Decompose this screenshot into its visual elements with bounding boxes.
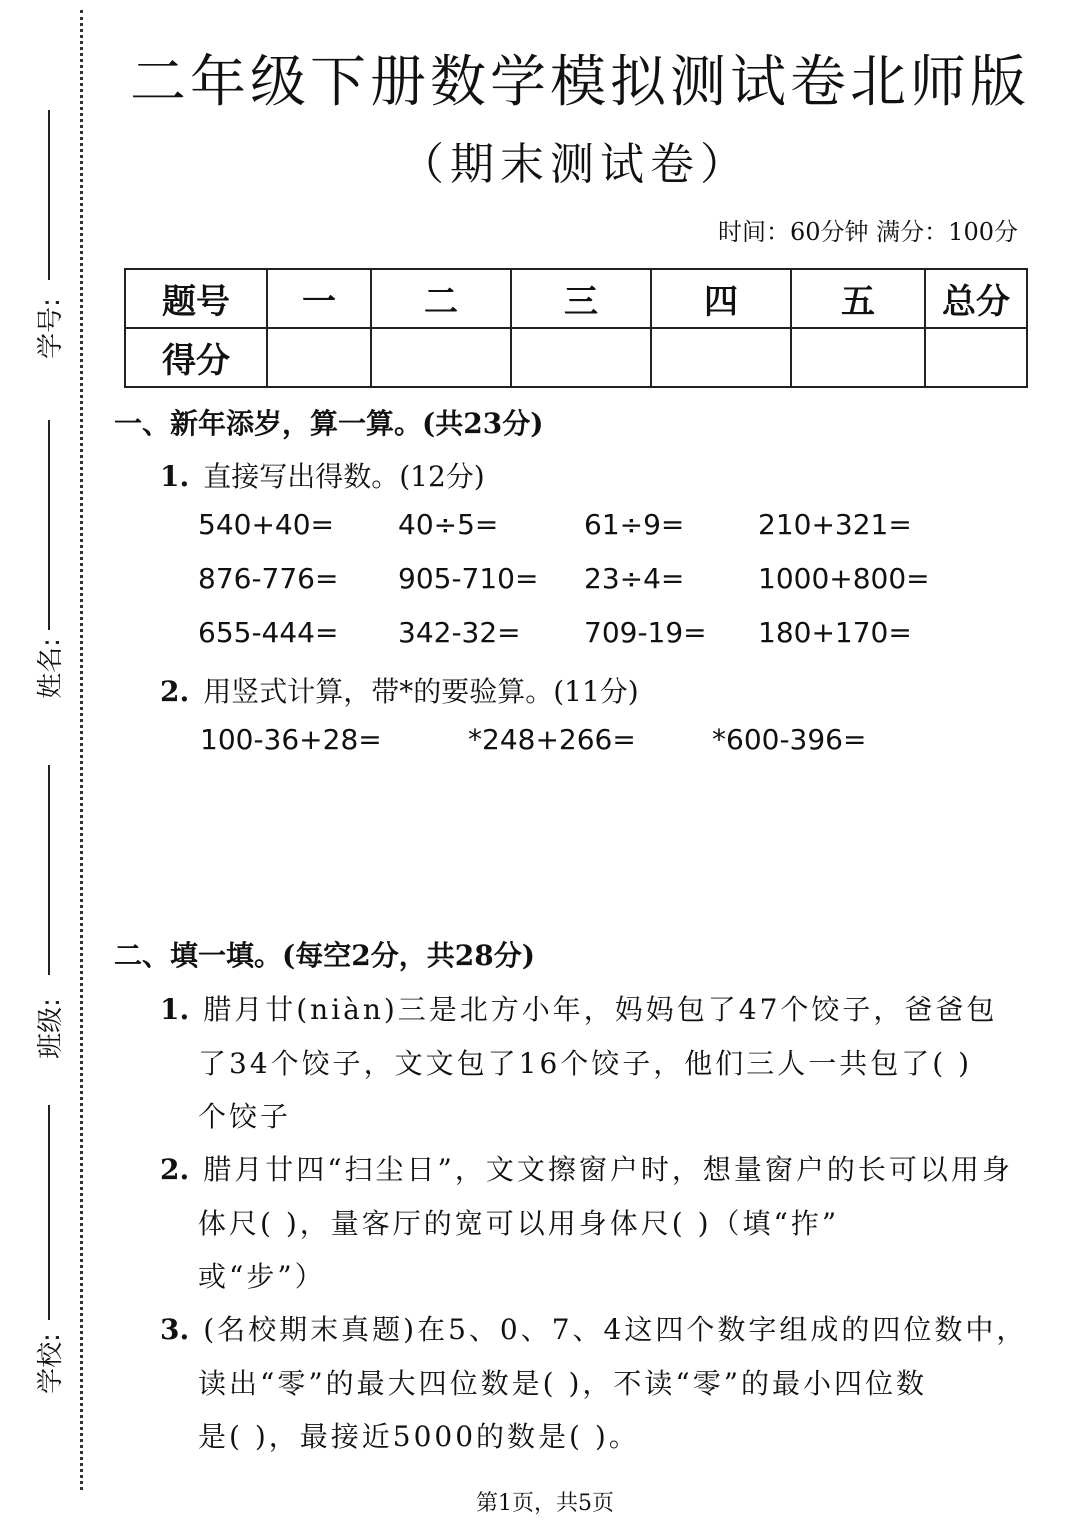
s1-q1 (160, 455, 485, 495)
name-label: 姓名: (35, 638, 66, 699)
section1-heading: 一、新年添岁，算一算。(共23分) (114, 407, 544, 440)
calc-item: 61÷9= (584, 508, 685, 541)
score-header-cell: 一 (267, 269, 371, 328)
class-label: 班级: (35, 998, 66, 1059)
student-no-label: 学号: (35, 298, 66, 359)
school-label: 学校: (35, 1333, 66, 1394)
s2-q2-line: 腊月廿四“扫尘日”，文文擦窗户时，想量窗户的长可以用身 (203, 1153, 1013, 1186)
page-footer: 第1页，共5页 (476, 1491, 614, 1516)
score-header-cell: 总分 (925, 269, 1027, 328)
calc-item: 180+170= (758, 616, 912, 649)
s2-q3-line: 是( )，最接近5000的数是( )。 (198, 1420, 640, 1453)
name-line (48, 420, 50, 630)
time-score-info: 时间：60分钟 满分：100分 (718, 218, 1018, 246)
s2-q3-number: 3. (160, 1313, 190, 1346)
score-cell[interactable] (371, 328, 511, 387)
s2-q2-line: 或“步”） (198, 1260, 326, 1293)
calc-item: 905-710= (398, 562, 539, 595)
page-title: 二年级下册数学模拟测试卷北师版 (130, 50, 1030, 115)
score-header-cell: 二 (371, 269, 511, 328)
page-subtitle: （期末测试卷） (400, 139, 750, 190)
score-cell[interactable] (791, 328, 925, 387)
calc-item: 876-776= (198, 562, 339, 595)
vertical-calc-item: *248+266= (468, 723, 636, 756)
s1-q2 (160, 670, 639, 710)
score-table (124, 268, 1028, 388)
score-header-cell: 五 (791, 269, 925, 328)
calc-item: 342-32= (398, 616, 521, 649)
score-cell[interactable] (267, 328, 371, 387)
binding-dotted-line (80, 10, 83, 1490)
s2-q1 (160, 988, 997, 1028)
school-line (48, 1105, 50, 1320)
s2-q3-line: (名校期末真题)在5、0、7、4这四个数字组成的四位数中， (203, 1313, 1028, 1346)
s1-q1-number: 1. (160, 460, 190, 493)
score-header-cell: 三 (511, 269, 651, 328)
vertical-calc-item: *600-396= (712, 723, 867, 756)
calc-item: 655-444= (198, 616, 339, 649)
s2-q1-line: 腊月廿(niàn)三是北方小年，妈妈包了47个饺子，爸爸包 (203, 993, 998, 1026)
score-cell[interactable] (651, 328, 791, 387)
s2-q2-number: 2. (160, 1153, 190, 1186)
s2-q1-line: 了34个饺子，文文包了16个饺子，他们三人一共包了( ) (198, 1047, 973, 1080)
s2-q2 (160, 1148, 1013, 1188)
vertical-calc-item: 100-36+28= (200, 723, 382, 756)
class-line (48, 765, 50, 975)
calc-item: 709-19= (584, 616, 707, 649)
s2-q1-line: 个饺子 (198, 1100, 292, 1133)
s2-q3 (160, 1308, 1027, 1348)
section2-heading: 二、填一填。(每空2分，共28分) (114, 939, 535, 972)
calc-item: 210+321= (758, 508, 912, 541)
s1-q2-text: 用竖式计算，带*的要验算。(11分) (203, 675, 639, 708)
score-cell[interactable] (925, 328, 1027, 387)
score-header-cell: 四 (651, 269, 791, 328)
s2-q2-line: 体尺( )，量客厅的宽可以用身体尺( )（填“拃” (198, 1207, 840, 1240)
s1-q1-text: 直接写出得数。(12分) (203, 460, 485, 493)
score-row-label: 得分 (125, 328, 267, 387)
score-cell[interactable] (511, 328, 651, 387)
calc-item: 23÷4= (584, 562, 685, 595)
s2-q1-number: 1. (160, 993, 190, 1026)
calc-item: 40÷5= (398, 508, 499, 541)
score-header-cell: 题号 (125, 269, 267, 328)
s1-q2-number: 2. (160, 675, 190, 708)
calc-item: 540+40= (198, 508, 334, 541)
score-table-score-row (125, 328, 1027, 387)
score-table-header-row (125, 269, 1027, 328)
s2-q3-line: 读出“零”的最大四位数是( )，不读“零”的最小四位数 (198, 1367, 928, 1400)
calc-item: 1000+800= (758, 562, 930, 595)
